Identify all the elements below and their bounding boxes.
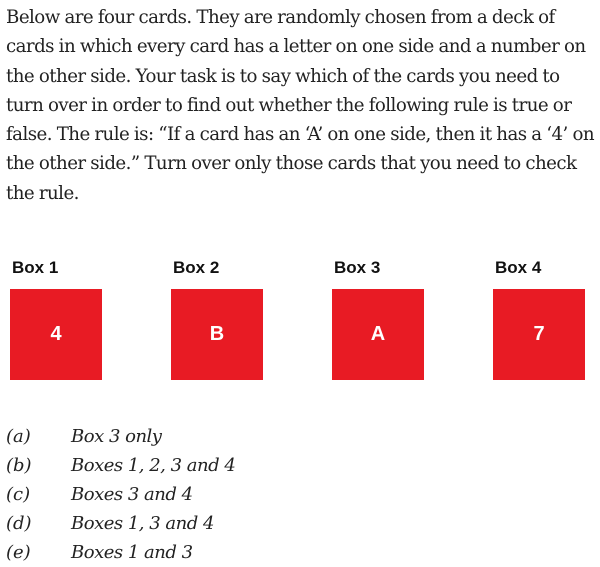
option-text: Boxes 1, 2, 3 and 4 bbox=[71, 455, 236, 476]
box-label: Box 4 bbox=[495, 258, 542, 277]
option-letter: (a) bbox=[6, 426, 31, 447]
option-letter: (c) bbox=[6, 484, 31, 505]
option-text: Boxes 3 and 4 bbox=[71, 484, 193, 505]
box-4 bbox=[493, 256, 593, 345]
option-text: Boxes 1, 3 and 4 bbox=[71, 513, 214, 534]
card[interactable]: A bbox=[332, 289, 424, 380]
option-text: Box 3 only bbox=[71, 426, 162, 447]
card[interactable]: 4 bbox=[10, 289, 102, 380]
option-text: Boxes 1 and 3 bbox=[71, 542, 193, 563]
card[interactable]: B bbox=[171, 289, 263, 380]
option-letter: (b) bbox=[6, 455, 32, 476]
box-label: Box 1 bbox=[12, 258, 59, 277]
option-letter: (e) bbox=[6, 542, 31, 563]
card[interactable]: 7 bbox=[493, 289, 585, 380]
box-label: Box 3 bbox=[334, 258, 381, 277]
box-1 bbox=[10, 256, 110, 345]
box-label: Box 2 bbox=[173, 258, 220, 277]
question-text: Below are four cards. They are randomly chosen from a deck of cards in which every card has a letter on one side and a number on the other side. Your task is to say which of the cards you need to turn over in order to find out whether the following rule is true or false. The rule is: “If a card has an ‘A’ on one side, then it has a ‘4’ on the other side.” Turn over only those cards that you need to check the rule. bbox=[6, 7, 595, 204]
option-letter: (d) bbox=[6, 513, 32, 534]
box-3 bbox=[332, 256, 432, 345]
box-2 bbox=[171, 256, 271, 345]
